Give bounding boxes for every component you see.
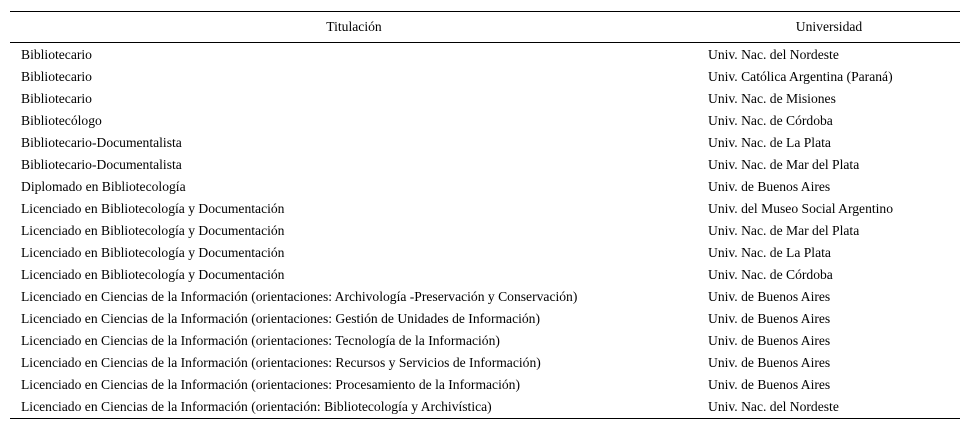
cell-titulacion: Licenciado en Ciencias de la Información (orientaciones: Tecnología de la Información) bbox=[21, 333, 500, 348]
cell-titulacion: Licenciado en Ciencias de la Información (orientaciones: Procesamiento de la Información) bbox=[21, 377, 520, 392]
cell-universidad: Univ. Nac. del Nordeste bbox=[708, 47, 839, 62]
table-header bbox=[10, 12, 960, 43]
table-row bbox=[10, 176, 960, 198]
cell-titulacion: Bibliotecario-Documentalista bbox=[21, 135, 182, 150]
cell-universidad: Univ. Nac. de Mar del Plata bbox=[708, 157, 860, 172]
table-row bbox=[10, 374, 960, 396]
cell-universidad: Univ. Nac. de La Plata bbox=[708, 135, 831, 150]
table-row bbox=[10, 66, 960, 88]
cell-titulacion: Diplomado en Bibliotecología bbox=[21, 179, 186, 194]
table-row bbox=[10, 110, 960, 132]
cell-universidad: Univ. Nac. de Mar del Plata bbox=[708, 223, 860, 238]
table-row bbox=[10, 132, 960, 154]
cell-titulacion: Licenciado en Bibliotecología y Documentación bbox=[21, 223, 285, 238]
cell-titulacion: Bibliotecario bbox=[21, 69, 92, 84]
cell-universidad: Univ. Nac. de Córdoba bbox=[708, 113, 833, 128]
cell-universidad: Univ. Nac. de Córdoba bbox=[708, 267, 833, 282]
cell-universidad: Univ. de Buenos Aires bbox=[708, 355, 831, 370]
cell-titulacion: Licenciado en Bibliotecología y Documentación bbox=[21, 267, 285, 282]
cell-universidad: Univ. de Buenos Aires bbox=[708, 377, 831, 392]
cell-titulacion: Licenciado en Ciencias de la Información (orientaciones: Gestión de Unidades de Información) bbox=[21, 311, 541, 326]
cell-universidad: Univ. Nac. de Misiones bbox=[708, 91, 836, 106]
table-row bbox=[10, 88, 960, 110]
column-header-titulacion: Titulación bbox=[10, 12, 698, 43]
degrees-table-container bbox=[10, 11, 960, 419]
table-header-row bbox=[10, 12, 960, 43]
cell-titulacion: Bibliotecario bbox=[21, 91, 92, 106]
cell-titulacion: Licenciado en Ciencias de la Información (orientaciones: Archivología -Preservación y Conservación) bbox=[21, 289, 578, 304]
cell-titulacion: Bibliotecario-Documentalista bbox=[21, 157, 182, 172]
table-row bbox=[10, 264, 960, 286]
cell-titulacion: Bibliotecólogo bbox=[21, 113, 102, 128]
cell-universidad: Univ. de Buenos Aires bbox=[708, 311, 831, 326]
cell-universidad: Univ. Católica Argentina (Paraná) bbox=[708, 69, 893, 84]
table-row bbox=[10, 396, 960, 419]
table-row bbox=[10, 242, 960, 264]
table-row bbox=[10, 154, 960, 176]
cell-universidad: Univ. del Museo Social Argentino bbox=[708, 201, 894, 216]
table-row bbox=[10, 286, 960, 308]
cell-universidad: Univ. de Buenos Aires bbox=[708, 289, 831, 304]
table-row bbox=[10, 330, 960, 352]
table-row bbox=[10, 220, 960, 242]
cell-universidad: Univ. de Buenos Aires bbox=[708, 179, 831, 194]
table-row bbox=[10, 308, 960, 330]
cell-titulacion: Licenciado en Ciencias de la Información (orientación: Bibliotecología y Archivística) bbox=[10, 396, 698, 419]
cell-titulacion: Bibliotecario bbox=[21, 47, 92, 62]
table-row bbox=[10, 352, 960, 374]
table-body bbox=[10, 43, 960, 419]
cell-universidad: Univ. de Buenos Aires bbox=[708, 333, 831, 348]
degrees-table bbox=[10, 11, 960, 419]
table-row bbox=[10, 43, 960, 67]
column-header-universidad: Universidad bbox=[698, 12, 960, 43]
cell-universidad: Univ. Nac. del Nordeste bbox=[698, 396, 960, 419]
cell-titulacion: Licenciado en Ciencias de la Información (orientaciones: Recursos y Servicios de Información) bbox=[21, 355, 541, 370]
cell-titulacion: Licenciado en Bibliotecología y Documentación bbox=[21, 245, 285, 260]
cell-universidad: Univ. Nac. de La Plata bbox=[708, 245, 831, 260]
table-row bbox=[10, 198, 960, 220]
cell-titulacion: Licenciado en Bibliotecología y Documentación bbox=[21, 201, 285, 216]
